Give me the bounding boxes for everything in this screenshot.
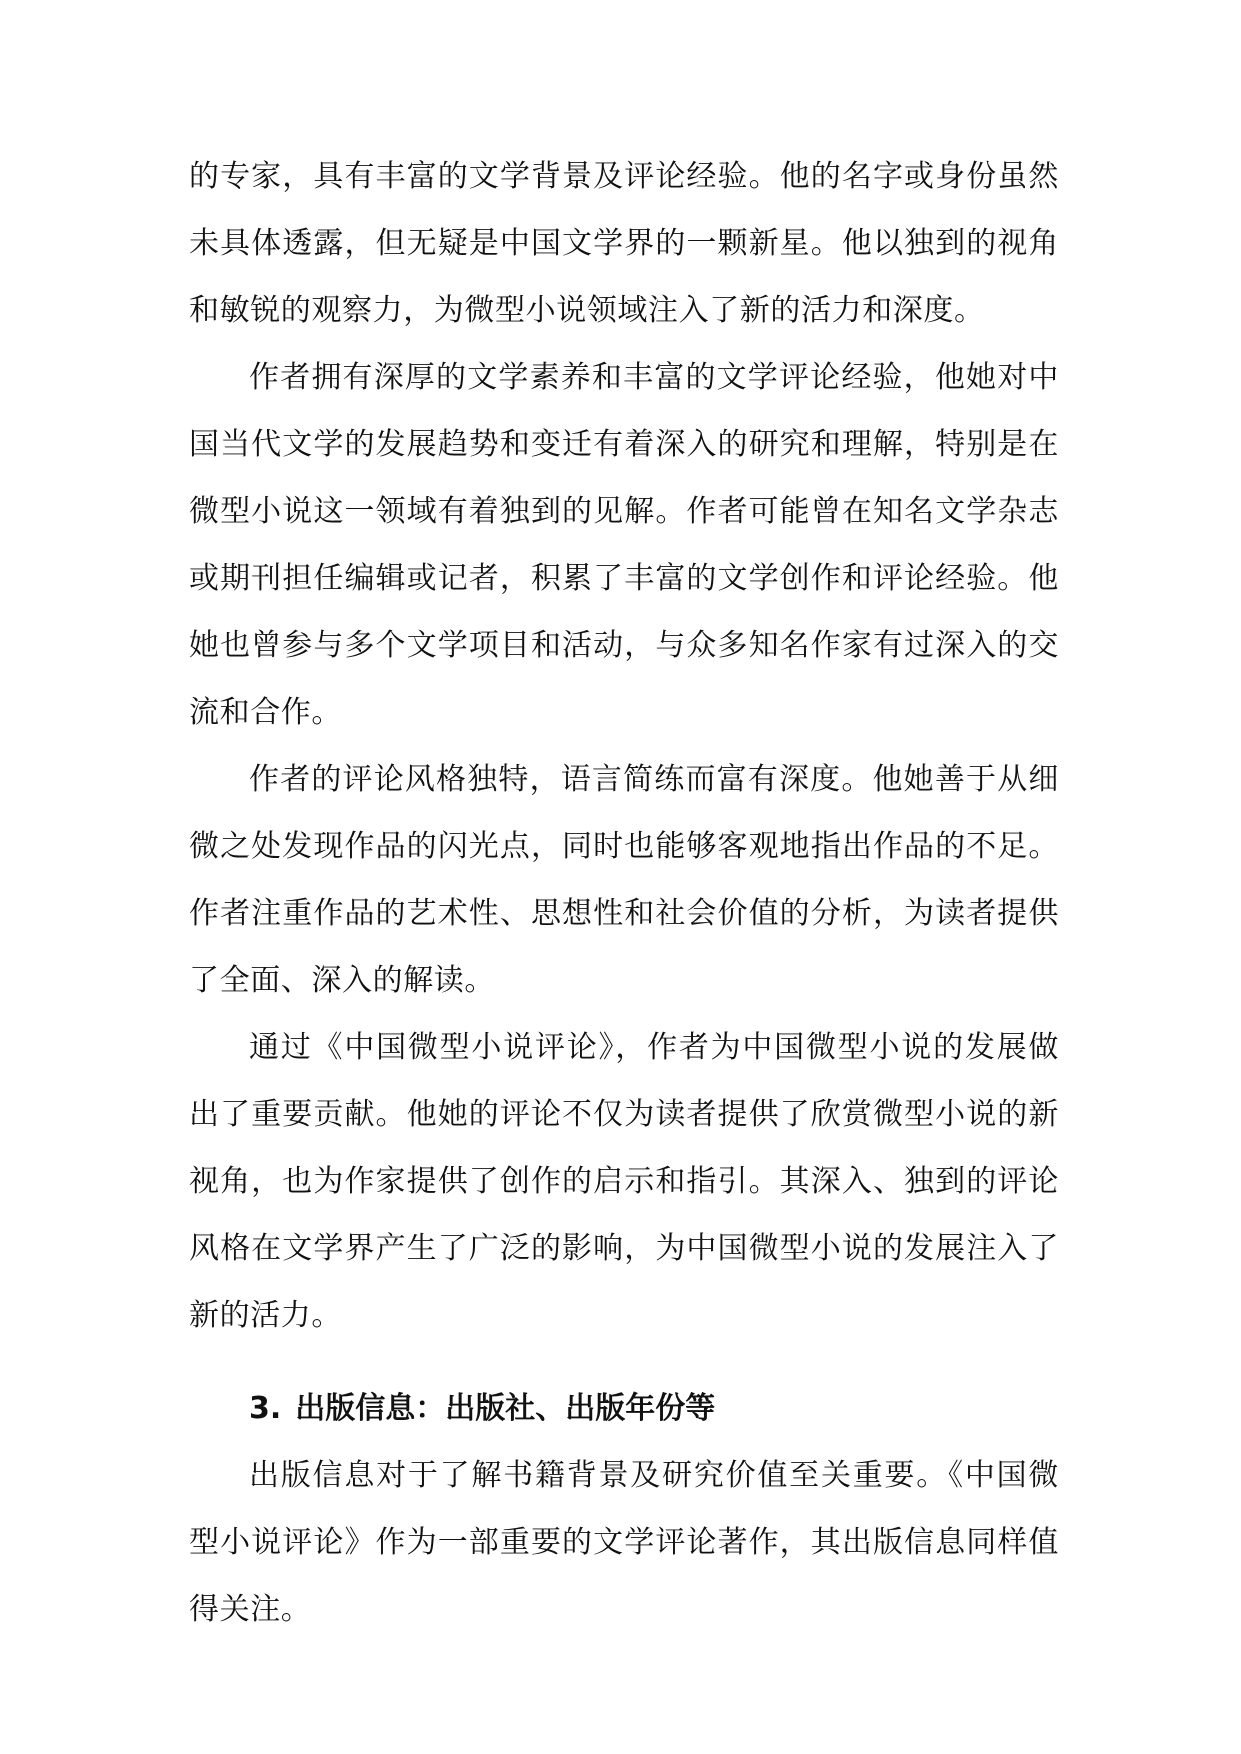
paragraph-publication-info: 出版信息对于了解书籍背景及研究价值至关重要。《中国微型小说评论》作为一部重要的文学评论著作，其出版信息同样值得关注。 xyxy=(189,1458,1059,1627)
section-heading xyxy=(189,1375,1059,1442)
document-page xyxy=(189,143,1059,1643)
section-number: 3. xyxy=(249,1391,282,1426)
paragraph-author-background: 作者拥有深厚的文学素养和丰富的文学评论经验，他她对中国当代文学的发展趋势和变迁有着深入的研究和理解，特别是在微型小说这一领域有着独到的见解。作者可能曾在知名文学杂志或期刊担任编辑或记者，积累了丰富的文学创作和评论经验。他她也曾参与多个文学项目和活动，与众多知名作家有过深入的交流和合作。 xyxy=(189,360,1059,730)
section-title: 出版信息：出版社、出版年份等 xyxy=(295,1391,716,1426)
paragraph-author-style: 作者的评论风格独特，语言简练而富有深度。他她善于从细微之处发现作品的闪光点，同时也能够客观地指出作品的不足。作者注重作品的艺术性、思想性和社会价值的分析，为读者提供了全面、深入的解读。 xyxy=(189,762,1059,998)
paragraph-contribution: 通过《中国微型小说评论》，作者为中国微型小说的发展做出了重要贡献。他她的评论不仅为读者提供了欣赏微型小说的新视角，也为作家提供了创作的启示和指引。其深入、独到的评论风格在文学界产生了广泛的影响，为中国微型小说的发展注入了新的活力。 xyxy=(189,1030,1059,1333)
paragraph-continued: 的专家，具有丰富的文学背景及评论经验。他的名字或身份虽然未具体透露，但无疑是中国文学界的一颗新星。他以独到的视角和敏锐的观察力，为微型小说领域注入了新的活力和深度。 xyxy=(189,159,1059,328)
